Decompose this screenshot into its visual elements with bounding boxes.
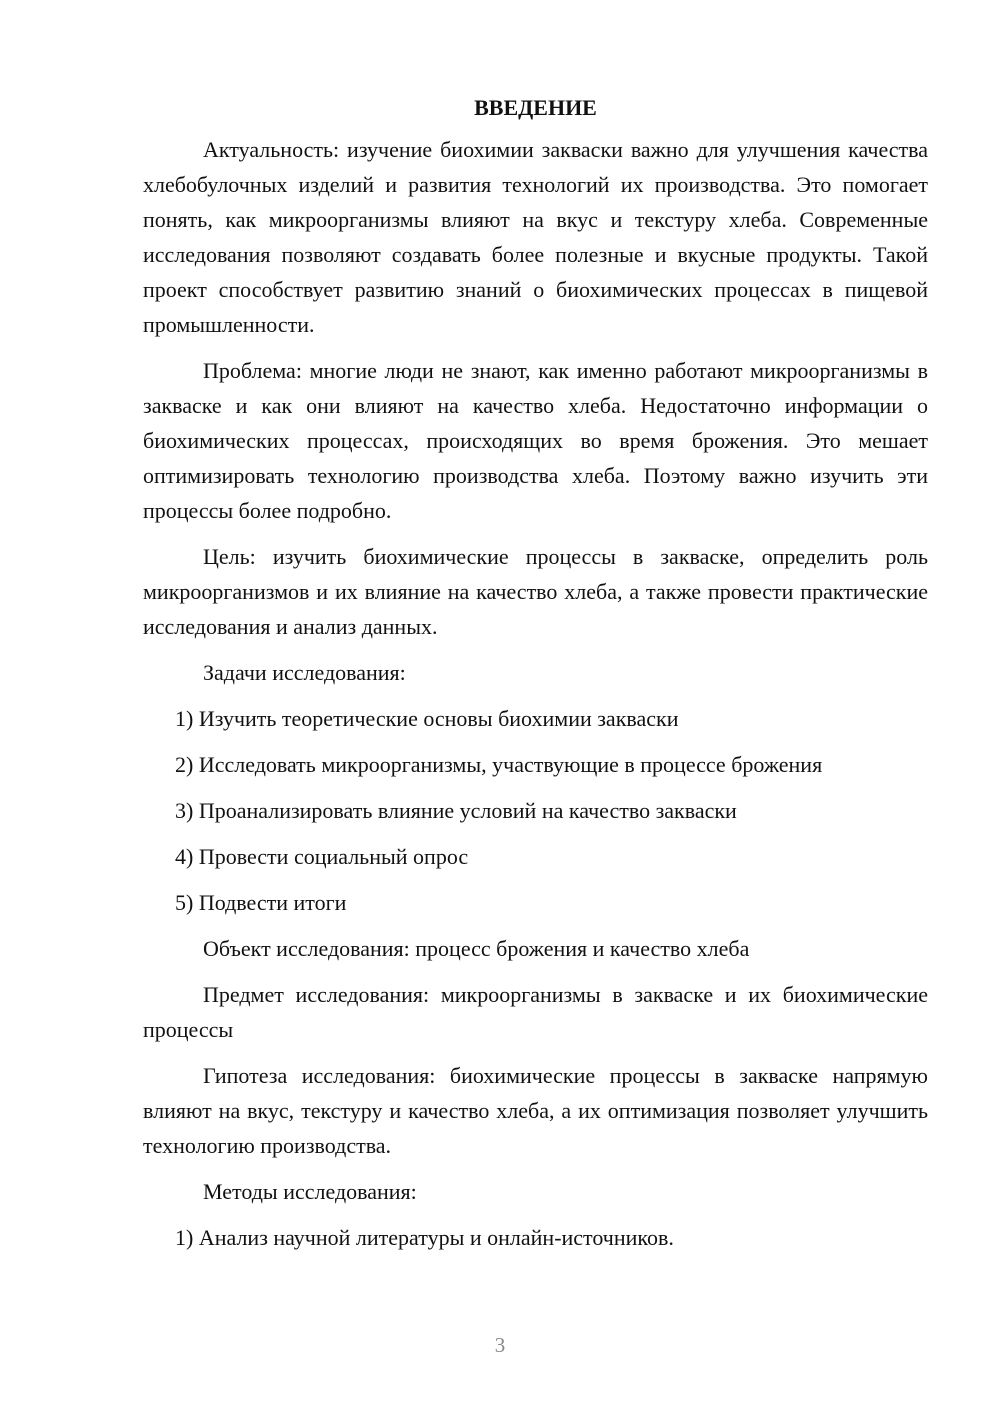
page-number: 3 [494,1333,506,1357]
task-item: 2) Исследовать микроорганизмы, участвующие в процессе брожения [175,752,823,777]
tasks-heading: Задачи исследования: [203,660,406,685]
paragraph-subject: Предмет исследования: микроорганизмы в закваске и их биохимические процессы [143,982,928,1042]
task-item: 3) Проанализировать влияние условий на качество закваски [175,798,737,823]
task-item: 5) Подвести итоги [175,890,347,915]
method-item: 1) Анализ научной литературы и онлайн-источников. [175,1225,674,1250]
paragraph-goal: Цель: изучить биохимические процессы в закваске, определить роль микроорганизмов и их влияние на качество хлеба, а также провести практические исследования и анализ данных. [143,544,928,639]
document-page [143,90,928,1255]
paragraph-hypothesis: Гипотеза исследования: биохимические процессы в закваске напрямую влияют на вкус, текстуру и качество хлеба, а их оптимизация позволяет улучшить технологию производства. [143,1063,928,1158]
section-title: ВВЕДЕНИЕ [474,95,597,120]
paragraph-object: Объект исследования: процесс брожения и качество хлеба [203,936,750,961]
task-item: 4) Провести социальный опрос [175,844,469,869]
methods-heading: Методы исследования: [203,1179,417,1204]
task-item: 1) Изучить теоретические основы биохимии закваски [175,706,679,731]
paragraph-problem: Проблема: многие люди не знают, как именно работают микроорганизмы в закваске и как они влияют на качество хлеба. Недостаточно информации о биохимических процессах, происходящих во время брожения. Это мешает оптимизировать технологию производства хлеба. Поэтому важно изучить эти процессы более подробно. [143,358,928,523]
paragraph-relevance: Актуальность: изучение биохимии закваски важно для улучшения качества хлебобулочных изделий и развития технологий их производства. Это помогает понять, как микроорганизмы влияют на вкус и текстуру хлеба. Современные исследования позволяют создавать более полезные и вкусные продукты. Такой проект способствует развитию знаний о биохимических процессах в пищевой промышленности. [143,137,928,337]
